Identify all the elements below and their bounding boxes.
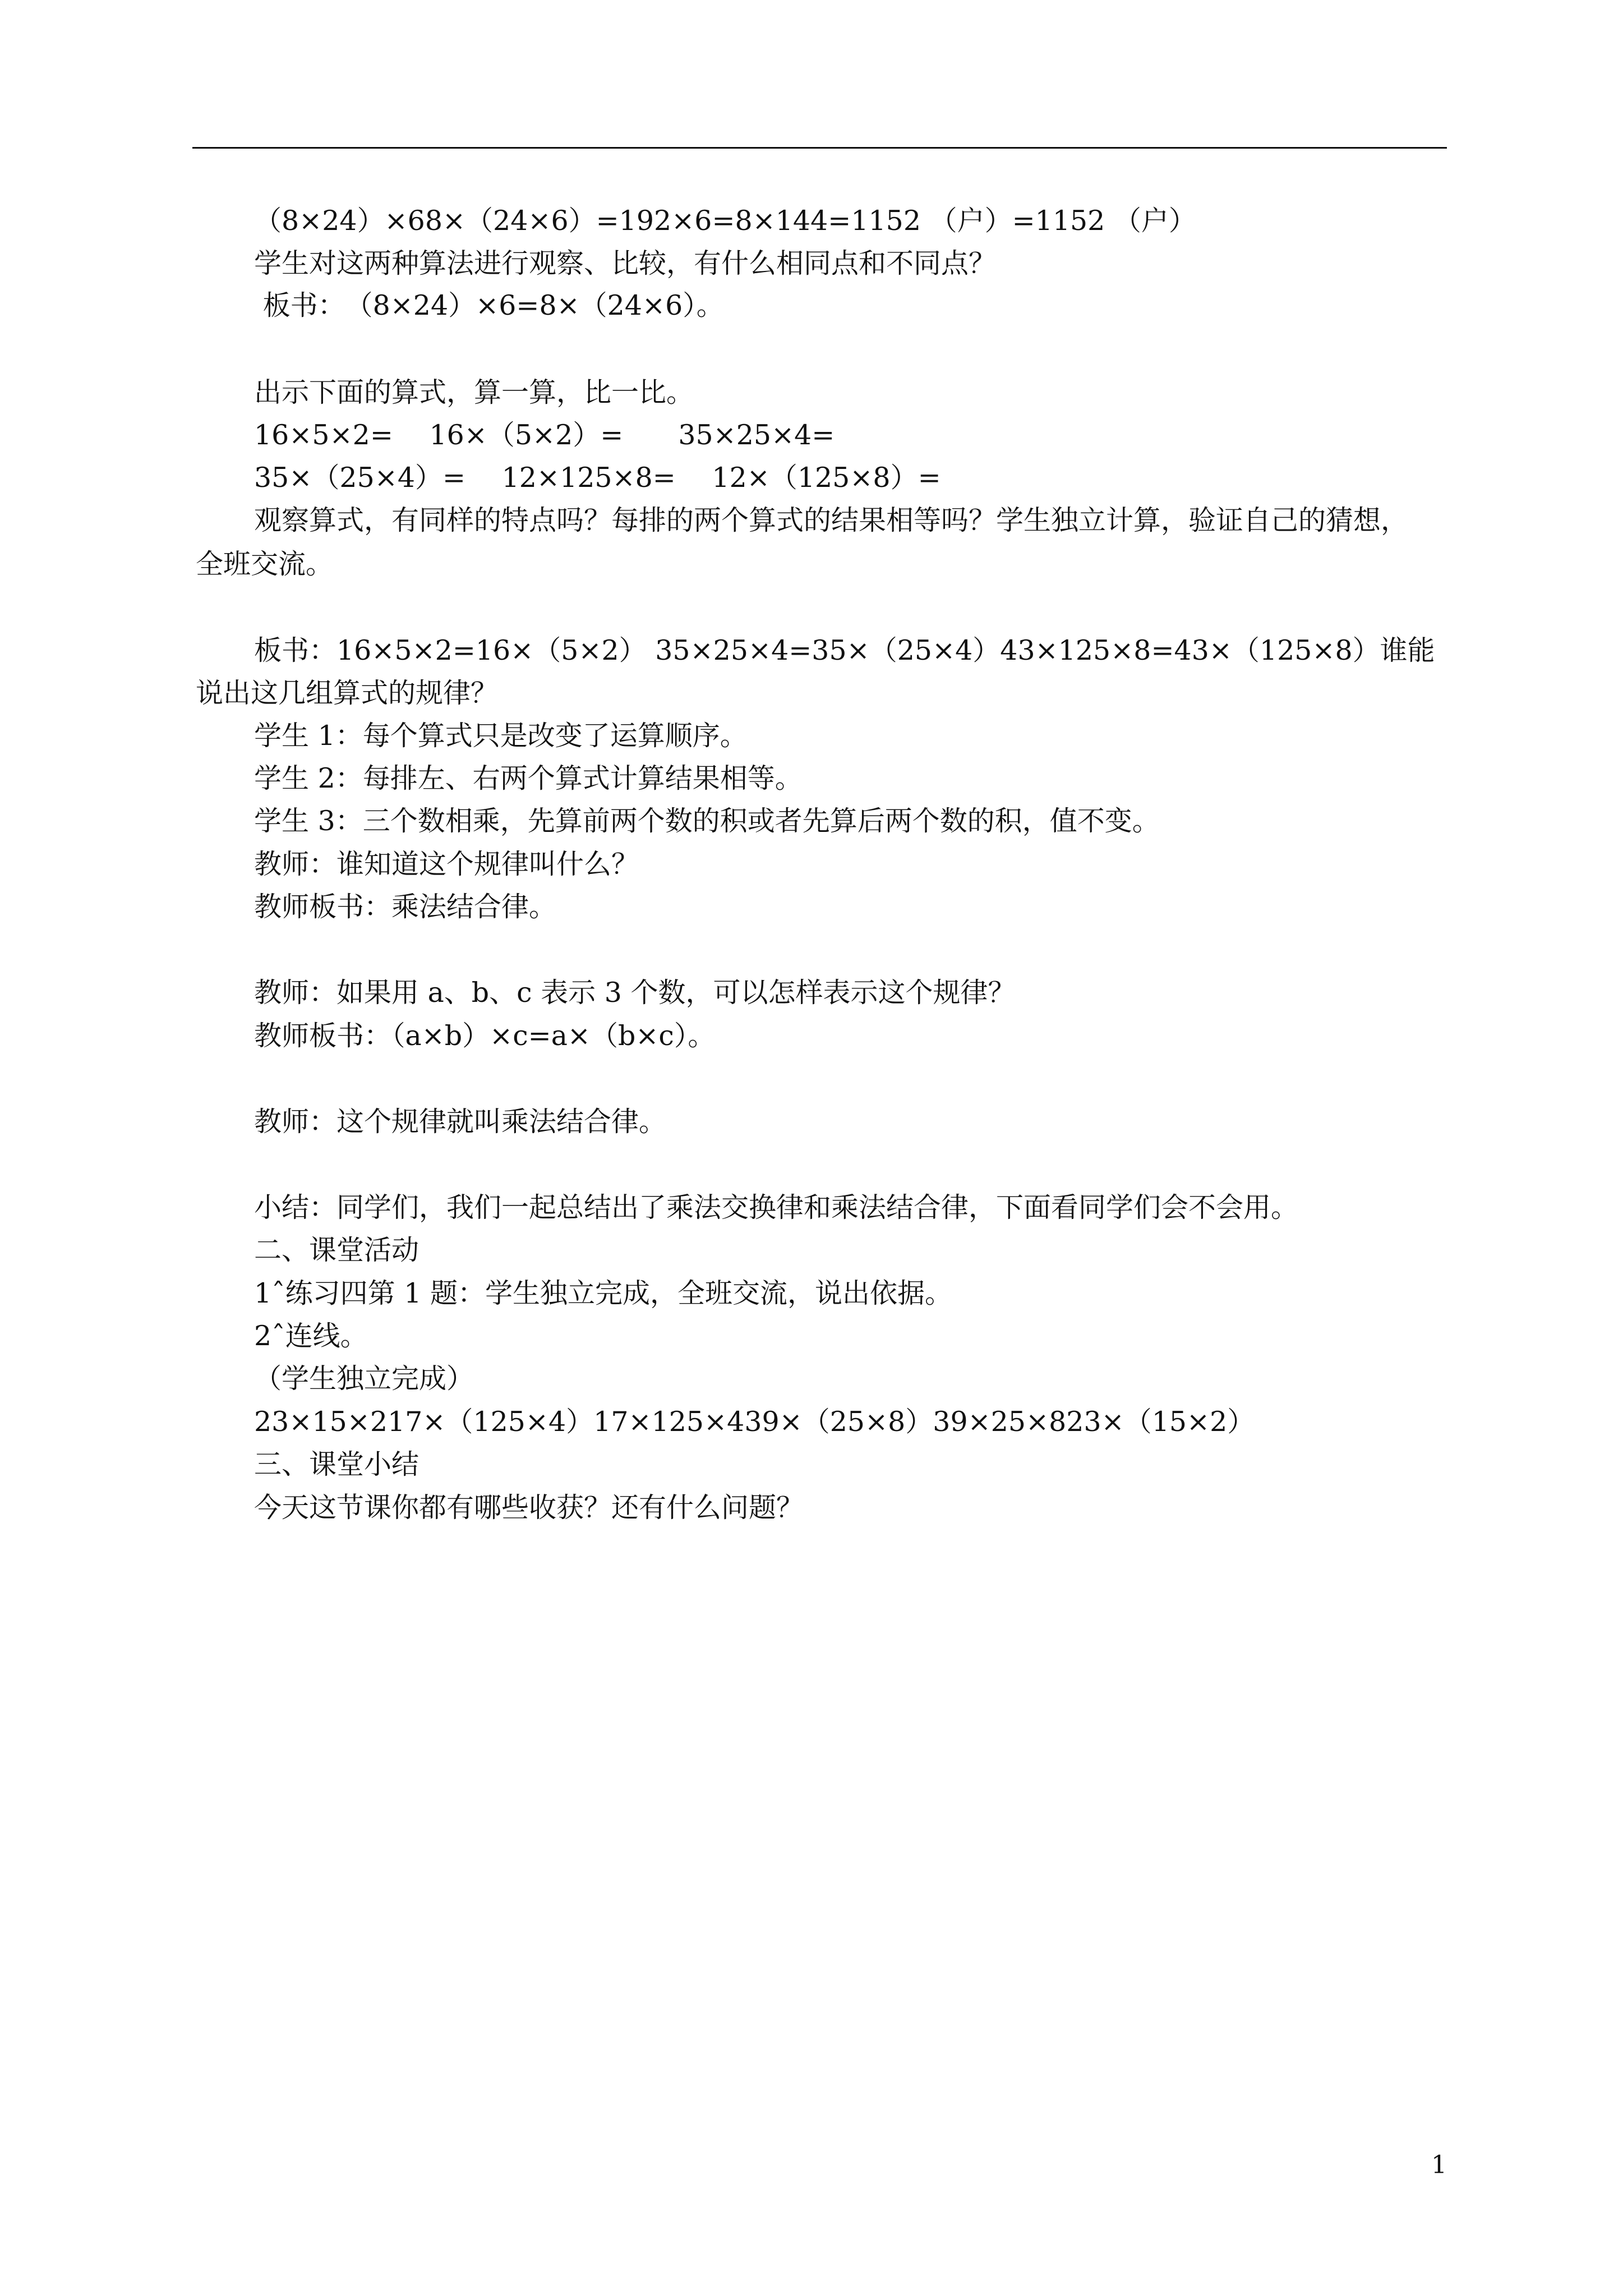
section-heading: 三、课堂小结 <box>254 1448 419 1480</box>
text-line: 学生 2：每排左、右两个算式计算结果相等。 <box>254 762 803 794</box>
text-line: 2ˆ连线。 <box>254 1320 368 1352</box>
text-line: 今天这节课你都有哪些收获？还有什么问题？ <box>254 1492 804 1524</box>
text-line: 观察算式，有同样的特点吗？每排的两个算式的结果相等吗？学生独立计算，验证自己的猜想， <box>254 504 1409 536</box>
text-line: 35×（25×4）= 12×125×8= 12×（125×8）= <box>254 462 941 494</box>
header-rule <box>192 147 1447 149</box>
text-line: 16×5×2= 16×（5×2）= 35×25×4= <box>254 419 835 451</box>
text-line: 1ˆ练习四第 1 题：学生独立完成，全班交流，说出依据。 <box>254 1277 953 1309</box>
text-line: 教师：谁知道这个规律叫什么？ <box>254 848 639 880</box>
text-line: 教师板书：（a×b）×c=a×（b×c）。 <box>254 1020 716 1052</box>
text-line: 学生对这两种算法进行观察、比较，有什么相同点和不同点？ <box>254 247 997 279</box>
text-line: （学生独立完成） <box>254 1363 474 1395</box>
section-heading: 二、课堂活动 <box>254 1234 419 1266</box>
text-line: 全班交流。 <box>196 548 334 580</box>
text-line: 小结：同学们，我们一起总结出了乘法交换律和乘法结合律，下面看同学们会不会用。 <box>254 1191 1299 1223</box>
text-line: 教师板书：乘法结合律。 <box>254 891 557 923</box>
text-line: 学生 1：每个算式只是改变了运算顺序。 <box>254 720 748 752</box>
text-line: 板书： （8×24）×6=8×（24×6）。 <box>254 289 724 321</box>
text-line: 教师：这个规律就叫乘法结合律。 <box>254 1106 667 1138</box>
text-line: （8×24）×68×（24×6）=192×6=8×144=1152 （户）=1152 （户） <box>254 205 1196 237</box>
text-line: 学生 3：三个数相乘，先算前两个数的积或者先算后两个数的积，值不变。 <box>254 805 1160 837</box>
page-number: 1 <box>1431 2151 1447 2179</box>
text-line: 说出这几组算式的规律？ <box>196 677 499 709</box>
text-line: 板书：16×5×2=16×（5×2） 35×25×4=35×（25×4）43×125×8=43×（125×8）谁能 <box>254 634 1435 666</box>
text-line: 教师：如果用 a、b、c 表示 3 个数，可以怎样表示这个规律？ <box>254 977 1016 1009</box>
text-line: 23×15×217×（125×4）17×125×439×（25×8）39×25×823×（15×2） <box>254 1406 1255 1438</box>
text-line: 出示下面的算式，算一算，比一比。 <box>254 376 694 408</box>
